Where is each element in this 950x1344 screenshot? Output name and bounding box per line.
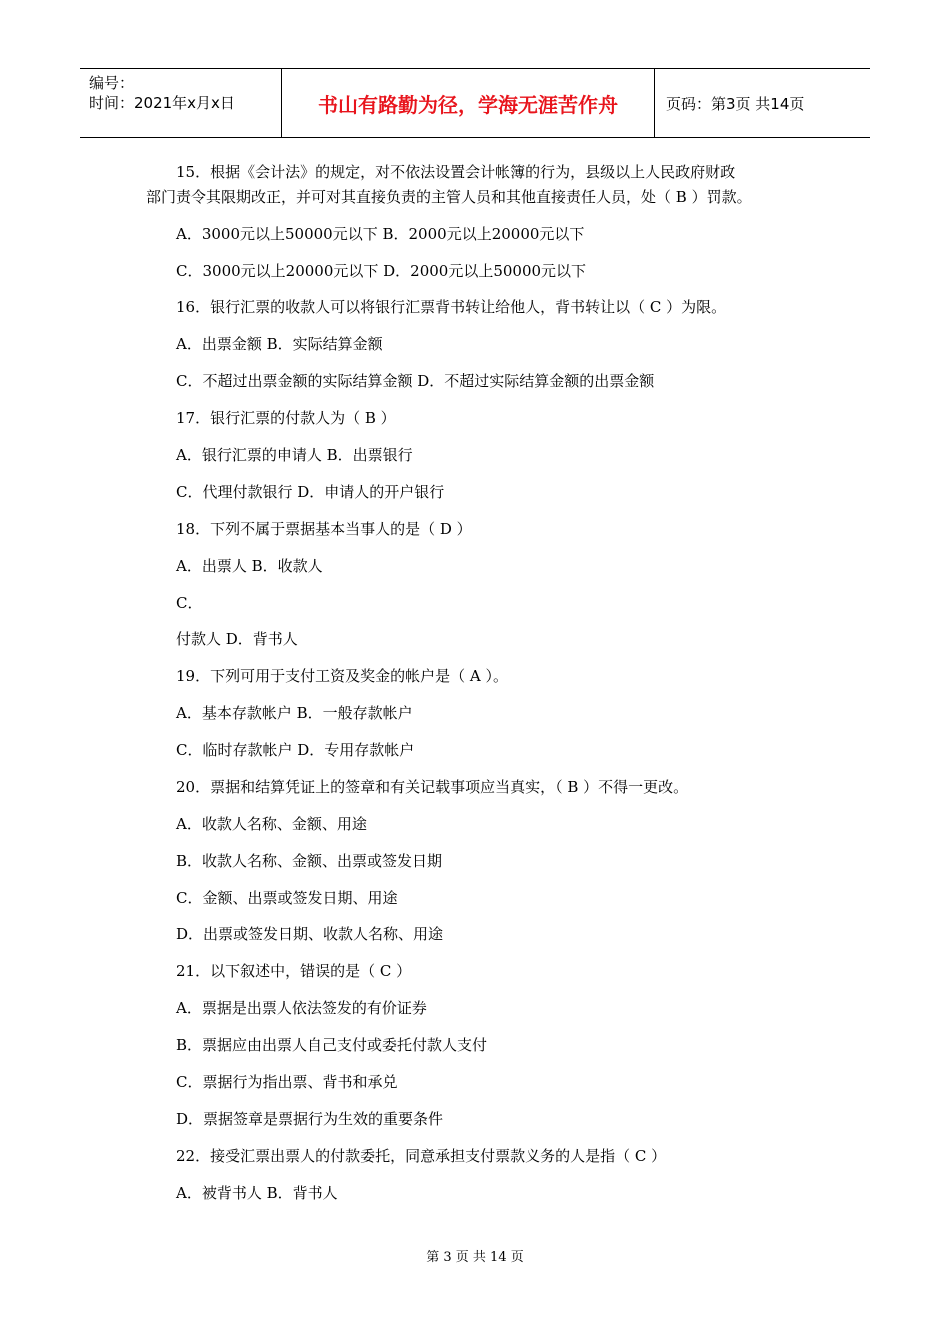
text-line: 22．接受汇票出票人的付款委托，同意承担支付票款义务的人是指（ C ）	[176, 1147, 667, 1165]
text-line: A．银行汇票的申请人 B．出票银行	[176, 446, 413, 464]
text-line: 20．票据和结算凭证上的签章和有关记载事项应当真实，（ B ）不得一更改。	[176, 778, 689, 796]
text-line: D．票据签章是票据行为生效的重要条件	[176, 1110, 444, 1128]
text-line: C．金额、出票或签发日期、用途	[176, 889, 398, 907]
text-line: A．出票金额 B．实际结算金额	[176, 335, 383, 353]
text-line: D．出票或签发日期、收款人名称、用途	[176, 925, 444, 943]
text-line: C．代理付款银行 D．申请人的开户银行	[176, 483, 445, 501]
page-footer: 第 3 页 共 14 页	[426, 1250, 524, 1265]
text-line: 19．下列可用于支付工资及奖金的帐户是（ A ）。	[176, 667, 508, 685]
text-line: A．3000元以上50000元以下 B．2000元以上20000元以下	[176, 225, 585, 243]
page-header	[80, 68, 870, 138]
text-line: 15．根据《会计法》的规定，对不依法设置会计帐簿的行为，县级以上人民政府财政	[176, 163, 736, 181]
text-line: A．出票人 B．收款人	[176, 557, 323, 575]
header-page-cell	[654, 69, 870, 137]
text-line: 16．银行汇票的收款人可以将银行汇票背书转让给他人，背书转让以（ C ）为限。	[176, 298, 727, 316]
text-line: C．票据行为指出票、背书和承兑	[176, 1073, 398, 1091]
text-line: C．临时存款帐户 D．专用存款帐户	[176, 741, 415, 759]
text-line: A．票据是出票人依法签发的有价证券	[176, 999, 427, 1017]
header-meta-cell	[80, 69, 280, 137]
text-line: 21．以下叙述中，错误的是（ C ）	[176, 962, 412, 980]
text-line: A．收款人名称、金额、用途	[176, 815, 367, 833]
document-date-label: 时间：2021年x月x日	[89, 94, 235, 112]
text-line: A．基本存款帐户 B．一般存款帐户	[176, 704, 413, 722]
text-line: 部门责令其限期改正，并可对其直接负责的主管人员和其他直接责任人员，处（ B ）罚款。	[146, 188, 752, 206]
text-line: A．被背书人 B．背书人	[176, 1184, 338, 1202]
text-line: 18．下列不属于票据基本当事人的是（ D ）	[176, 520, 472, 538]
text-line: 17．银行汇票的付款人为（ B ）	[176, 409, 396, 427]
text-line: C．3000元以上20000元以下 D．2000元以上50000元以下	[176, 262, 587, 280]
text-line: 付款人 D．背书人	[176, 630, 298, 648]
header-page-number: 页码：第3页 共14页	[666, 94, 805, 113]
document-number-label: 编号：	[89, 74, 135, 92]
header-motto: 书山有路勤为径，学海无涯苦作舟	[318, 92, 618, 117]
text-line: B．收款人名称、金额、出票或签发日期	[176, 852, 443, 870]
text-line: B．票据应由出票人自己支付或委托付款人支付	[176, 1036, 488, 1054]
text-line: C．	[176, 594, 203, 612]
text-line: C．不超过出票金额的实际结算金额 D．不超过实际结算金额的出票金额	[176, 372, 655, 390]
header-motto-cell	[281, 69, 655, 137]
